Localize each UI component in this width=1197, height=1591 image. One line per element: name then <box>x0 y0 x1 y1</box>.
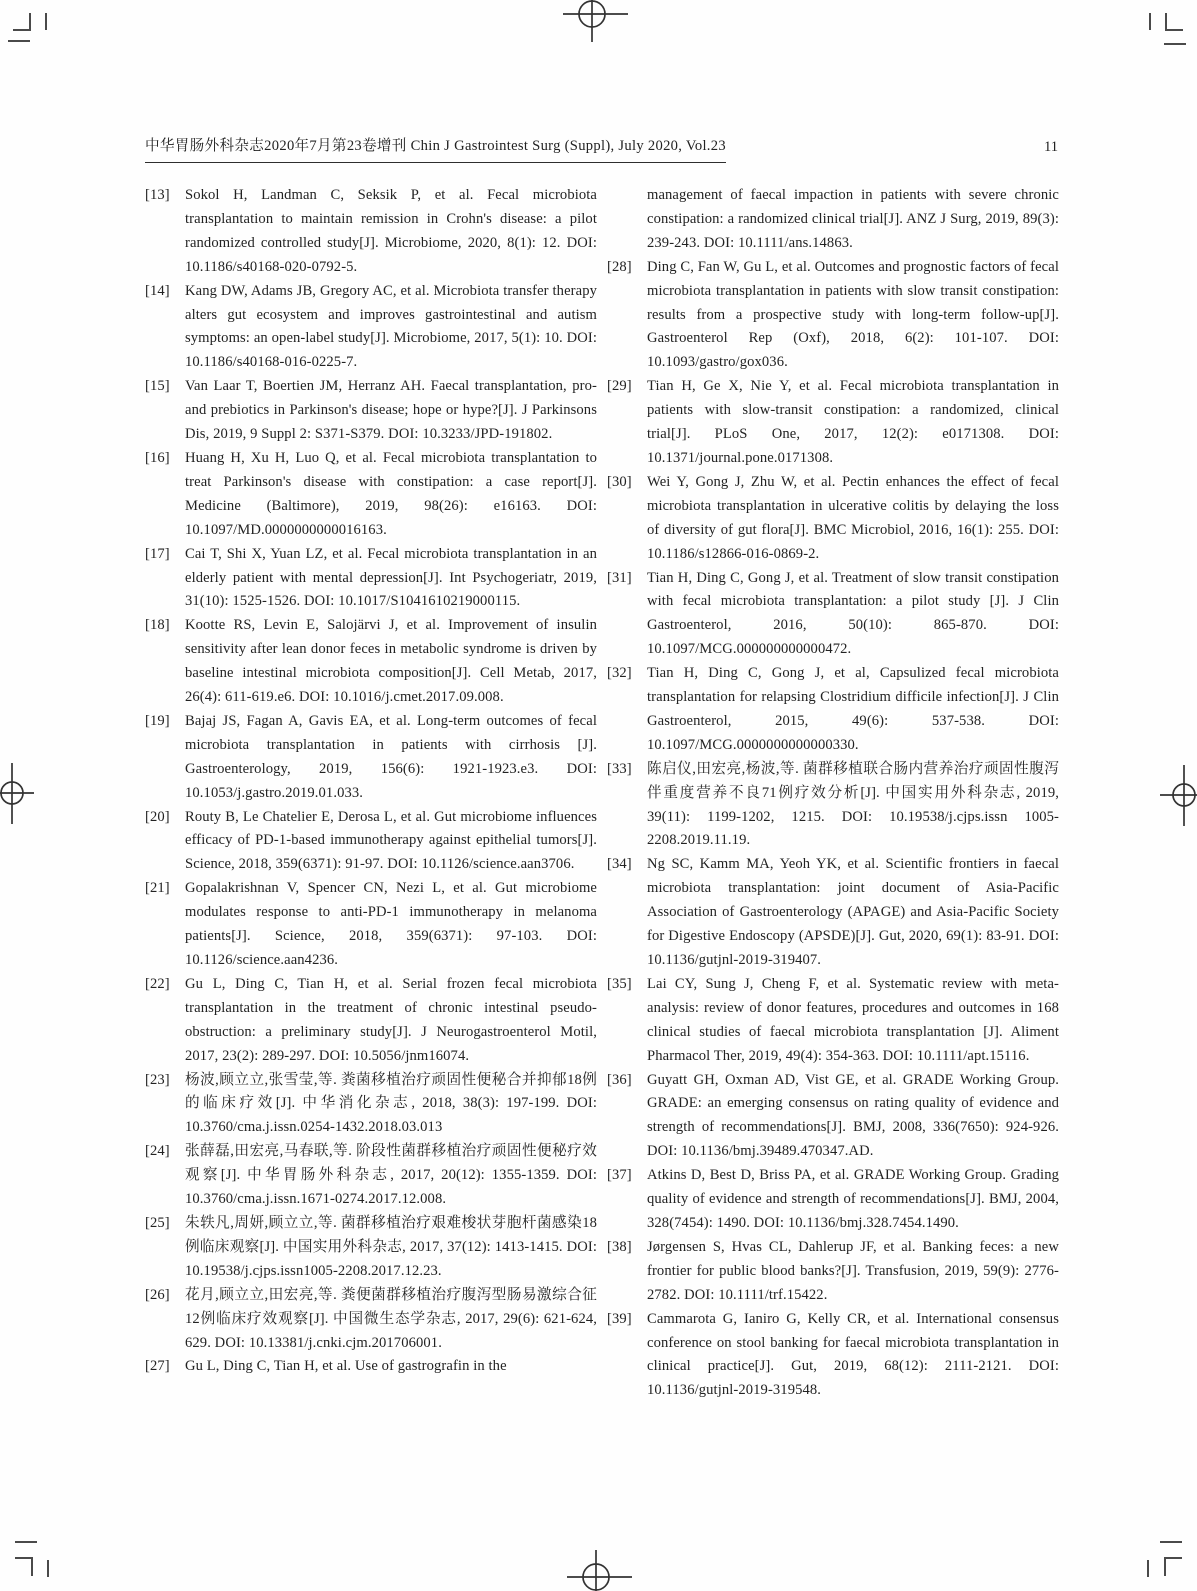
reference-text: Kootte RS, Levin E, Salojärvi J, et al. Improvement of insulin sensitivity after lean donor feces in metabolic syndrome is driven by baseline intestinal microbiota composition[J]. Cell Metab, 2017, 26(4): 611-619.e6. DOI: 10.1016/j.cmet.2017.09.008. <box>185 617 597 706</box>
reference-item <box>607 662 1059 758</box>
reference-number: [24] <box>145 1143 170 1160</box>
reference-number: [22] <box>145 975 170 992</box>
reference-text: Atkins D, Best D, Briss PA, et al. GRADE Working Group. Grading quality of evidence and strength of recommendations[J]. BMJ, 2004, 328(7454): 1490. DOI: 10.1136/bmj.328.7454.1490. <box>647 1167 1059 1231</box>
reference-number: [20] <box>145 808 170 825</box>
reference-item <box>607 567 1059 663</box>
reference-number: [13] <box>145 187 170 203</box>
reference-number: [39] <box>607 1310 632 1327</box>
reference-item <box>145 543 597 615</box>
reference-number: [34] <box>607 856 632 873</box>
reference-number: [14] <box>145 282 170 299</box>
crop-mark-top-right <box>1150 13 1186 44</box>
reference-item <box>607 853 1059 973</box>
reference-number: [18] <box>145 617 170 634</box>
reference-number: [21] <box>145 880 170 897</box>
reference-text: 杨波,顾立立,张雪莹,等. 粪菌移植治疗顽固性便秘合并抑郁18例的临床疗效[J]. 中华消化杂志, 2018, 38(3): 197-199. DOI: 10.3760/cma.j.issn.0254-1432.2018.03.013 <box>185 1071 597 1136</box>
reference-item <box>145 1140 597 1212</box>
reference-item <box>607 375 1059 471</box>
references-column-left <box>145 184 597 1379</box>
reference-item <box>145 280 597 376</box>
journal-title: 中华胃肠外科杂志2020年7月第23卷增刊 Chin J Gastrointest Surg (Suppl), July 2020, Vol.23 <box>145 134 726 163</box>
reference-item <box>607 1236 1059 1308</box>
reference-item <box>607 1164 1059 1236</box>
reference-item <box>607 973 1059 1069</box>
reference-text: Ding C, Fan W, Gu L, et al. Outcomes and prognostic factors of fecal microbiota transplantation in patients with slow transit constipation: results from a prospective study with long-term follow-up[J]. Gastroenterol Rep (Oxf), 2018, 6(2): 101-107. DOI: 10.1093/gastro/gox036. <box>647 258 1059 371</box>
reference-number: [38] <box>607 1238 632 1255</box>
registration-target-right-middle <box>1160 765 1197 826</box>
reference-text: Bajaj JS, Fagan A, Gavis EA, et al. Long-term outcomes of fecal microbiota transplantation in patients with cirrhosis [J]. Gastroenterology, 2019, 156(6): 1921-1923.e3. DOI: 10.1053/j.gastro.2019.01.033. <box>185 712 597 801</box>
reference-text: Van Laar T, Boertien JM, Herranz AH. Faecal transplantation, pro- and prebiotics in Parkinson's disease; hope or hype?[J]. J Parkinsons Dis, 2019, 9 Suppl 2: S371-S379. DOI: 10.3233/JPD-191802. <box>185 378 597 443</box>
reference-number: [27] <box>145 1358 170 1375</box>
reference-text: Cai T, Shi X, Yuan LZ, et al. Fecal microbiota transplantation in an elderly patient with mental depression[J]. Int Psychogeriatr, 2019, 31(10): 1525-1526. DOI: 10.1017/S1041610219000115. <box>185 545 597 610</box>
reference-item <box>145 447 597 543</box>
reference-number: [36] <box>607 1071 632 1088</box>
reference-item <box>607 471 1059 567</box>
reference-number: [30] <box>607 473 632 490</box>
reference-text: 张薛磊,田宏亮,马春联,等. 阶段性菌群移植治疗顽固性便秘疗效观察[J]. 中华胃肠外科杂志, 2017, 20(12): 1355-1359. DOI: 10.3760/cma.j.issn.1671-0274.2017.12.008. <box>185 1143 597 1208</box>
reference-number: [31] <box>607 569 632 586</box>
reference-item <box>145 375 597 447</box>
reference-item <box>607 256 1059 376</box>
reference-text: Tian H, Ding C, Gong J, et al. Treatment of slow transit constipation with fecal microbiota transplantation: a pilot study [J]. J Clin Gastroenterol, 2016, 50(10): 865-870. DOI: 10.1097/MCG.000000000000472. <box>647 569 1059 658</box>
reference-number: [33] <box>607 760 632 777</box>
reference-text: Lai CY, Sung J, Cheng F, et al. Systematic review with meta-analysis: review of donor features, procedures and outcomes in 168 clinical studies of faecal microbiota transplantation [J]. Aliment Pharmacol Ther, 2019, 49(4): 354-363. DOI: 10.1111/apt.15116. <box>647 975 1059 1064</box>
crop-mark-bottom-right <box>1148 1542 1182 1577</box>
reference-number: [37] <box>607 1167 632 1184</box>
crop-mark-bottom-left <box>15 1542 48 1577</box>
reference-item <box>145 877 597 973</box>
reference-number: [15] <box>145 378 170 395</box>
reference-text: 陈启仪,田宏亮,杨波,等. 菌群移植联合肠内营养治疗顽固性腹泻伴重度营养不良71例疗效分析[J]. 中国实用外科杂志, 2019, 39(11): 1199-1202, 1215. DOI: 10.19538/j.cjps.issn 1005-2208.2019.11.19. <box>647 760 1059 849</box>
reference-item <box>145 806 597 878</box>
reference-text: Ng SC, Kamm MA, Yeoh YK, et al. Scientific frontiers in faecal microbiota transplantation: joint document of Asia-Pacific Association of Gastroenterology (APAGE) and Asia-Pacific Society for Digestive Endoscopy (APSDE)[J]. Gut, 2020, 69(1): 83-91. DOI: 10.1136/gutjnl-2019-319407. <box>647 856 1059 968</box>
crop-mark-top-left <box>8 13 46 41</box>
reference-text: Jørgensen S, Hvas CL, Dahlerup JF, et al. Banking feces: a new frontier for public blood banks?[J]. Transfusion, 2019, 59(9): 2776-2782. DOI: 10.1111/trf.15422. <box>647 1238 1059 1303</box>
reference-text: Routy B, Le Chatelier E, Derosa L, et al. Gut microbiome influences efficacy of PD-1-based immunotherapy against epithelial tumors[J]. Science, 2018, 359(6371): 91-97. DOI: 10.1126/science.aan3706. <box>185 808 597 873</box>
reference-item <box>145 973 597 1069</box>
reference-text: management of faecal impaction in patients with severe chronic constipation: a randomized clinical trial[J]. ANZ J Surg, 2019, 89(3): 239-243. DOI: 10.1111/ans.14863. <box>647 187 1059 251</box>
reference-text: Cammarota G, Ianiro G, Kelly CR, et al. International consensus conference on stool banking for faecal microbiota transplantation in clinical practice[J]. Gut, 2019, 68(12): 2111-2121. DOI: 10.1136/gutjnl-2019-319548. <box>647 1310 1059 1399</box>
page-number: 11 <box>1043 139 1058 155</box>
reference-text: Huang H, Xu H, Luo Q, et al. Fecal microbiota transplantation to treat Parkinson's disease with constipation: a case report[J]. Medicine (Baltimore), 2019, 98(26): e16163. DOI: 10.1097/MD.0000000000016163. <box>185 449 597 538</box>
reference-number <box>607 184 647 256</box>
reference-text: Wei Y, Gong J, Zhu W, et al. Pectin enhances the effect of fecal microbiota transplantation in ulcerative colitis by delaying the loss of diversity of gut flora[J]. BMC Microbiol, 2016, 16(1): 255. DOI: 10.1186/s12866-016-0869-2. <box>647 473 1059 562</box>
reference-item <box>607 758 1059 854</box>
reference-number: [28] <box>607 258 632 275</box>
reference-item <box>607 1308 1059 1404</box>
reference-number: [19] <box>145 712 170 729</box>
page-header <box>145 134 1058 163</box>
reference-item <box>145 1069 597 1141</box>
registration-target-bottom-center <box>567 1550 632 1591</box>
reference-text: 朱轶凡,周妍,顾立立,等. 菌群移植治疗艰难梭状芽胞杆菌感染18例临床观察[J]. 中国实用外科杂志, 2017, 37(12): 1413-1415. DOI: 10.19538/j.cjps.issn1005-2208.2017.12.23. <box>185 1214 597 1279</box>
reference-item <box>145 1355 597 1379</box>
reference-item <box>607 184 1059 256</box>
reference-number: [16] <box>145 449 170 466</box>
reference-number: [35] <box>607 975 632 992</box>
reference-item <box>145 614 597 710</box>
reference-text: Gu L, Ding C, Tian H, et al. Use of gastrografin in the <box>185 1358 507 1375</box>
reference-item <box>145 1284 597 1356</box>
registration-target-left-middle <box>0 763 34 824</box>
reference-text: Tian H, Ding C, Gong J, et al, Capsulized fecal microbiota transplantation for relapsing Clostridium difficile infection[J]. J Clin Gastroenterol, 2015, 49(6): 537-538. DOI: 10.1097/MCG.0000000000000330. <box>647 665 1059 753</box>
references-column-right <box>607 184 1059 1403</box>
reference-number: [25] <box>145 1214 170 1231</box>
reference-item <box>145 1212 597 1284</box>
reference-item <box>145 184 597 280</box>
reference-number: [23] <box>145 1071 170 1088</box>
reference-text: 花月,顾立立,田宏亮,等. 粪便菌群移植治疗腹泻型肠易激综合征12例临床疗效观察[J]. 中国微生态学杂志, 2017, 29(6): 621-624, 629. DOI: 10.13381/j.cnki.cjm.201706001. <box>185 1286 597 1351</box>
reference-number: [26] <box>145 1286 170 1303</box>
reference-text: Sokol H, Landman C, Seksik P, et al. Fecal microbiota transplantation to maintain remission in Crohn's disease: a pilot randomized controlled study[J]. Microbiome, 2020, 8(1): 12. DOI: 10.1186/s40168-020-0792-5. <box>185 187 597 275</box>
reference-text: Gu L, Ding C, Tian H, et al. Serial frozen fecal microbiota transplantation in the treatment of chronic intestinal pseudo-obstruction: a preliminary study[J]. J Neurogastroenterol Motil, 2017, 23(2): 289-297. DOI: 10.5056/jnm16074. <box>185 975 597 1064</box>
reference-text: Gopalakrishnan V, Spencer CN, Nezi L, et al. Gut microbiome modulates response to anti-PD-1 immunotherapy in melanoma patients[J]. Science, 2018, 359(6371): 97-103. DOI: 10.1126/science.aan4236. <box>185 880 597 968</box>
reference-text: Tian H, Ge X, Nie Y, et al. Fecal microbiota transplantation in patients with slow-transit constipation: a randomized, clinical trial[J]. PLoS One, 2017, 12(2): e0171308. DOI: 10.1371/journal.pone.0171308. <box>647 378 1059 466</box>
reference-number: [29] <box>607 378 632 395</box>
reference-text: Guyatt GH, Oxman AD, Vist GE, et al. GRADE Working Group. GRADE: an emerging consensus on rating quality of evidence and strength of recommendations[J]. BMJ, 2008, 336(7650): 924-926. DOI: 10.1136/bmj.39489.470347.AD. <box>647 1071 1059 1160</box>
registration-target-top-center <box>563 0 628 42</box>
reference-number: [17] <box>145 545 170 562</box>
reference-text: Kang DW, Adams JB, Gregory AC, et al. Microbiota transfer therapy alters gut ecosystem and improves gastrointestinal and autism symptoms: an open-label study[J]. Microbiome, 2017, 5(1): 10. DOI: 10.1186/s40168-016-0225-7. <box>185 282 597 371</box>
reference-item <box>145 710 597 806</box>
reference-item <box>607 1069 1059 1165</box>
reference-number: [32] <box>607 665 632 682</box>
